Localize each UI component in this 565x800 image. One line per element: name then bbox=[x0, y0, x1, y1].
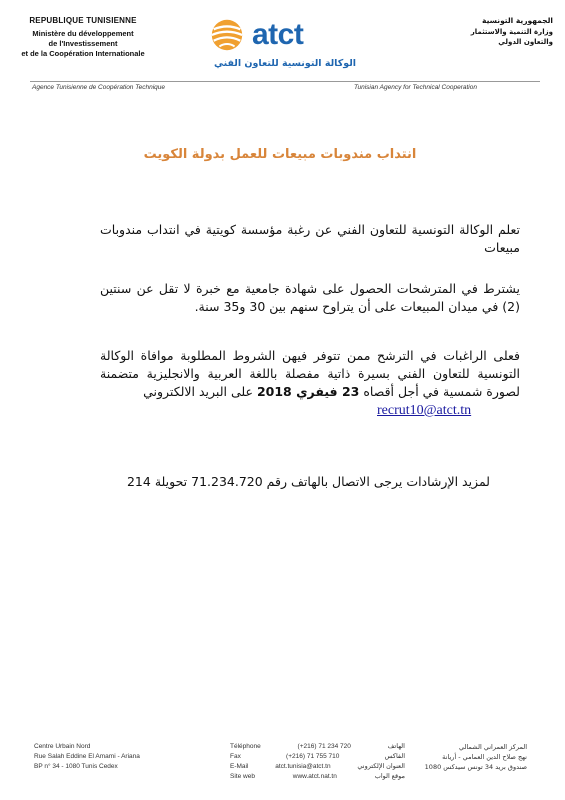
ministry-line: Ministère du développement bbox=[32, 29, 134, 38]
footer-address-ar bbox=[397, 742, 527, 772]
address-line: Centre Urbain Nord bbox=[34, 743, 91, 750]
paragraph-announcement: تعلم الوكالة التونسية للتعاون الفني عن رغبة مؤسسة كويتية في انتداب مندوبات مبيعات bbox=[100, 222, 520, 255]
contact-row-email bbox=[230, 762, 405, 772]
ministry-line: وزارة التنمية والاستثمار bbox=[470, 28, 553, 36]
logo-agency-name-ar: الوكالة التونسية للتعاون الفني bbox=[213, 58, 357, 69]
ministry-line: والتعاون الدولي bbox=[498, 38, 553, 46]
contact-label-fr: Fax bbox=[230, 753, 241, 760]
ministry-line: et de la Coopération Internationale bbox=[21, 49, 145, 58]
header-divider bbox=[30, 81, 540, 82]
ministry-name-ar bbox=[433, 27, 553, 47]
contact-label-ar: الهاتف bbox=[387, 743, 405, 750]
atct-logo bbox=[200, 16, 370, 76]
contact-label-ar: الفاكس bbox=[384, 753, 405, 760]
contact-label-ar: موقع الواب bbox=[374, 773, 405, 780]
paragraph-application bbox=[100, 347, 520, 401]
header-ministry-ar bbox=[433, 16, 553, 47]
address-line: نهج صلاح الدين العمامي - أريانة bbox=[442, 753, 527, 761]
contact-value[interactable]: www.atct.nat.tn bbox=[292, 773, 337, 780]
contact-row-phone bbox=[230, 742, 405, 752]
country-name-fr: REPUBLIQUE TUNISIENNE bbox=[29, 16, 137, 25]
application-text-end: على البريد الالكتروني bbox=[143, 384, 253, 399]
ministry-line: de l'Investissement bbox=[48, 39, 118, 48]
document-title: انتداب مندوبات مبيعات للعمل بدولة الكويت bbox=[143, 147, 417, 162]
paragraph-contact: لمزيد الإرشادات يرجى الاتصال بالهاتف رقم 71.234.720 تحويلة 214 bbox=[126, 474, 490, 489]
contact-value: (+216) 71 234 720 bbox=[297, 743, 351, 750]
application-text: فعلى الراغبات في الترشح ممن تتوفر فيهن الشروط المطلوبة موافاة الوكالة التونسية للتعاون الفني بسيرة ذاتية مفصلة باللغة العربية والانجليزية متضمنة لصورة شمسية في أجل أقصاه bbox=[100, 348, 520, 399]
country-name-ar: الجمهورية التونسية bbox=[482, 16, 553, 25]
contact-value[interactable]: atct.tunisia@atct.tn bbox=[275, 763, 331, 770]
contact-row-website bbox=[230, 772, 405, 782]
contact-label-ar: العنوان الإلكتروني bbox=[357, 763, 405, 770]
contact-label-fr: E-Mail bbox=[230, 763, 249, 770]
agency-name-en: Tunisian Agency for Technical Cooperation bbox=[354, 84, 477, 91]
globe-logo-icon bbox=[208, 16, 246, 54]
header-ministry-fr bbox=[8, 16, 158, 59]
contact-label-fr: Site web bbox=[230, 773, 255, 780]
paragraph-requirements: يشترط في المترشحات الحصول على شهادة جامعية مع خبرة لا تقل عن سنتين (2) في ميدان المبيعات على أن يتراوح سنهم بين 30 و35 سنة. bbox=[100, 281, 520, 314]
ministry-name-fr bbox=[8, 29, 158, 59]
contact-label-fr: Téléphone bbox=[230, 743, 261, 750]
agency-name-fr: Agence Tunisienne de Coopération Technique bbox=[32, 84, 165, 91]
logo-wordmark: atct bbox=[252, 18, 304, 51]
address-line: صندوق بريد 34 تونس سيدكس 1080 bbox=[424, 763, 527, 771]
address-line: المركز العمراني الشمالي bbox=[459, 743, 527, 751]
deadline-date: 23 فيفري 2018 bbox=[256, 384, 360, 399]
footer-address-fr bbox=[34, 742, 140, 772]
footer-contacts bbox=[230, 742, 405, 782]
contact-row-fax bbox=[230, 752, 405, 762]
contact-value: (+216) 71 755 710 bbox=[286, 753, 340, 760]
address-line: Rue Salah Eddine El Amami - Ariana bbox=[34, 753, 140, 760]
email-link[interactable]: recrut10@atct.tn bbox=[377, 403, 472, 418]
address-line: BP n° 34 - 1080 Tunis Cedex bbox=[34, 763, 118, 770]
